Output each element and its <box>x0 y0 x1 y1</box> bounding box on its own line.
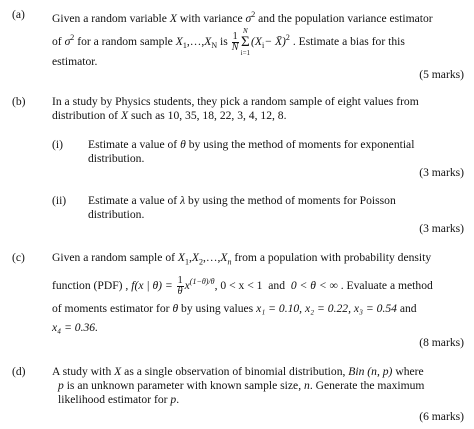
fraction: $\frac{1}{N}$ <box>231 30 239 53</box>
marks-label: (3 marks) <box>419 222 464 235</box>
question-text-line: estimator. <box>52 55 98 68</box>
question-text-line: A study with X as a single observation of binomial distribution, Bin (n, p) where <box>52 365 424 378</box>
subquestion-text-line: Estimate a value of λ by using the method of moments for Poisson <box>88 194 396 207</box>
question-label: (b) <box>12 95 26 108</box>
question-text-line: of $\sigma^2$ for a random sample $X_1,\dots,X_N$ is $\frac{1}{N}$ N Σ i=1 ($X_i-$ X̄)$^2$ . Estimate a bias for this <box>52 27 405 58</box>
marks-label: (3 marks) <box>419 166 464 179</box>
question-text-line: p is an unknown parameter with known sample size, n. Generate the maximum <box>58 379 425 392</box>
question-text-line: x₄ = 0.36. <box>52 321 98 334</box>
subquestion-label: (i) <box>52 138 63 151</box>
fraction: $\frac{1}{\theta}$ <box>177 274 183 297</box>
question-text-line: Given a random sample of $X_1,X_2,\dots,X_n$ from a population with probability density <box>52 251 432 267</box>
marks-label: (6 marks) <box>419 410 464 423</box>
question-label: (d) <box>12 365 26 378</box>
question-text-line: likelihood estimator for p. <box>58 393 180 406</box>
subquestion-label: (ii) <box>52 194 67 207</box>
question-text-line: Given a random variable X with variance $\sigma^2$ and the population variance estimator <box>52 10 433 25</box>
marks-label: (5 marks) <box>419 68 464 81</box>
question-text-line: distribution of X such as 10, 35, 18, 22, 3, 4, 12, 8. <box>52 109 287 122</box>
summation-symbol: N Σ i=1 <box>240 27 251 58</box>
question-label: (c) <box>12 251 25 264</box>
question-label: (a) <box>12 8 25 21</box>
question-text-line: function (PDF) , f(x | θ) = $\frac{1}{\theta}$ $x^{(1-\theta)/\theta}$, 0 < x < 1 and 0 < θ < ∞ . Evaluate a method <box>52 274 433 297</box>
question-text-line: of moments estimator for θ by using values x₁ = 0.10, x₂ = 0.22, x₃ = 0.54 and <box>52 302 417 315</box>
marks-label: (8 marks) <box>419 336 464 349</box>
subquestion-text-line: distribution. <box>88 208 145 221</box>
subquestion-text-line: distribution. <box>88 152 145 165</box>
subquestion-text-line: Estimate a value of θ by using the method of moments for exponential <box>88 138 415 151</box>
question-text-line: In a study by Physics students, they pick a random sample of eight values from <box>52 95 419 108</box>
